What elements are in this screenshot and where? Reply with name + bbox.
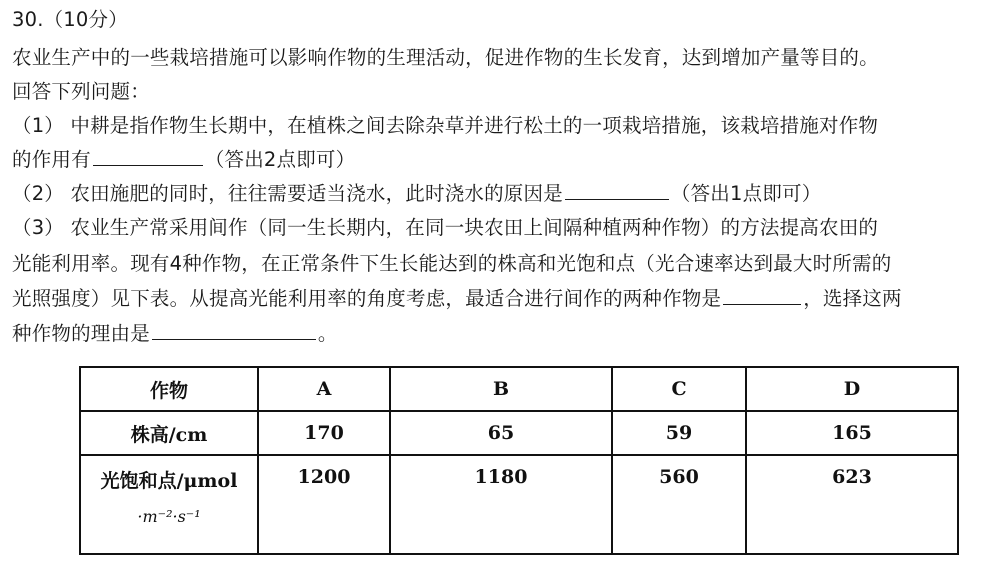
table-header-col-d: D xyxy=(746,367,958,411)
answer-blank-2[interactable] xyxy=(565,181,669,200)
table-height-d: 165 xyxy=(746,411,958,455)
table-light-d: 623 xyxy=(746,455,958,554)
question-header xyxy=(12,6,128,34)
table-light-unit: ·m⁻²·s⁻¹ xyxy=(137,507,201,526)
crop-data-table xyxy=(79,366,959,555)
table-header-col-b: B xyxy=(390,367,612,411)
table-light-a: 1200 xyxy=(258,455,390,554)
part1-line-1: （1） 中耕是指作物生长期中，在植株之间去除杂草并进行松土的一项栽培措施，该栽培措施对作物 xyxy=(12,114,879,137)
part3-line-4: 种作物的理由是 。 xyxy=(12,322,338,345)
table-header-label: 作物 xyxy=(80,367,258,411)
table-height-label: 株高/cm xyxy=(80,411,258,455)
part3-line-1: （3） 农业生产常采用间作（同一生长期内，在同一块农田上间隔种植两种作物）的方法提高农田的 xyxy=(12,216,879,239)
table-row-height xyxy=(80,411,958,455)
table-height-a: 170 xyxy=(258,411,390,455)
table-light-c: 560 xyxy=(612,455,746,554)
table-light-b: 1180 xyxy=(390,455,612,554)
table-header-col-a: A xyxy=(258,367,390,411)
answer-blank-1[interactable] xyxy=(93,147,203,166)
answer-blank-3[interactable] xyxy=(723,286,801,305)
table-height-b: 65 xyxy=(390,411,612,455)
part1-line-2: 的作用有 （答出2点即可） xyxy=(12,148,356,171)
part3-line-2: 光能利用率。现有4种作物，在正常条件下生长能达到的株高和光饱和点（光合速率达到最大时所需的 xyxy=(12,252,892,275)
part2-line: （2） 农田施肥的同时，往往需要适当浇水，此时浇水的原因是 （答出1点即可） xyxy=(12,182,822,205)
question-number-score: 30.（10分） xyxy=(12,8,128,31)
intro-line-2: 回答下列问题： xyxy=(12,80,150,103)
table-header-col-c: C xyxy=(612,367,746,411)
table-light-label-cell xyxy=(80,455,258,554)
intro-line-1: 农业生产中的一些栽培措施可以影响作物的生理活动，促进作物的生长发育，达到增加产量等目的。 xyxy=(12,46,879,69)
part3-line-3: 光照强度）见下表。从提高光能利用率的角度考虑，最适合进行间作的两种作物是 ，选择这两 xyxy=(12,287,902,310)
table-header-row xyxy=(80,367,958,411)
table-row-light-saturation xyxy=(80,455,958,554)
table-height-c: 59 xyxy=(612,411,746,455)
table-light-label: 光饱和点/μmol xyxy=(100,470,238,492)
answer-blank-4[interactable] xyxy=(152,321,316,340)
